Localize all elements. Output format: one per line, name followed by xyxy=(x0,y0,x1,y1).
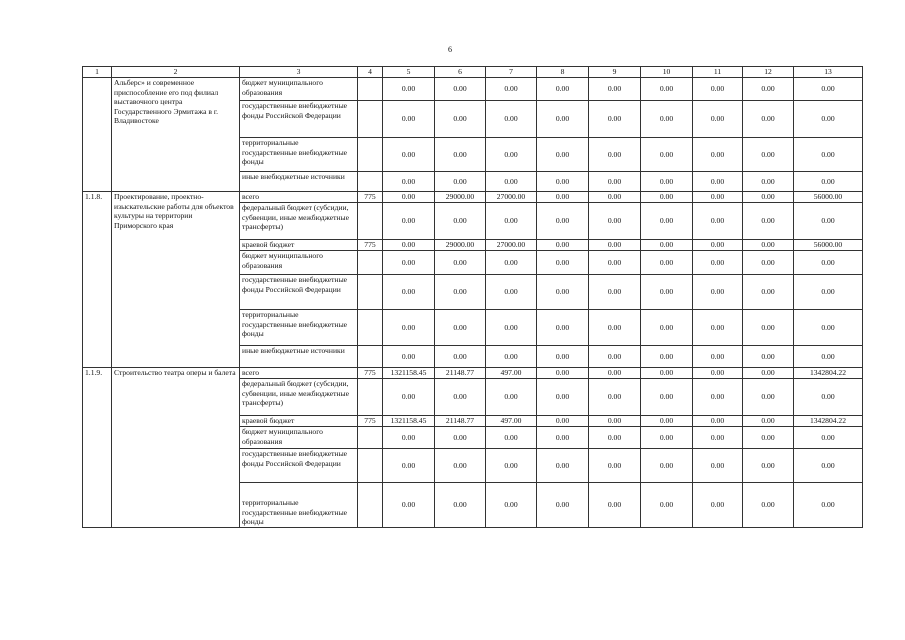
amount-cell: 0.00 xyxy=(383,483,435,528)
amount-cell: 0.00 xyxy=(383,251,435,275)
amount-cell: 0.00 xyxy=(383,203,435,240)
funding-source: государственные внебюджетные фонды Российской Федерации xyxy=(240,101,358,138)
amount-cell: 0.00 xyxy=(486,427,537,449)
amount-cell: 0.00 xyxy=(435,427,486,449)
amount-cell: 0.00 xyxy=(743,138,794,172)
amount-cell: 0.00 xyxy=(383,78,435,101)
amount-cell: 0.00 xyxy=(794,101,863,138)
amount-cell: 0.00 xyxy=(537,275,589,310)
amount-cell: 0.00 xyxy=(435,172,486,192)
amount-cell: 0.00 xyxy=(743,416,794,427)
amount-cell: 0.00 xyxy=(641,416,693,427)
amount-cell: 0.00 xyxy=(794,346,863,368)
amount-cell: 497.00 xyxy=(486,368,537,379)
amount-cell: 0.00 xyxy=(537,203,589,240)
amount-cell: 0.00 xyxy=(743,346,794,368)
funding-source: бюджет муниципального образования xyxy=(240,251,358,275)
budget-code: 775 xyxy=(358,368,383,379)
amount-cell: 0.00 xyxy=(693,138,743,172)
amount-cell: 0.00 xyxy=(537,368,589,379)
amount-cell: 0.00 xyxy=(693,449,743,483)
amount-cell: 0.00 xyxy=(486,379,537,416)
amount-cell: 0.00 xyxy=(589,416,641,427)
amount-cell: 1342804.22 xyxy=(794,368,863,379)
item-name: Альберс» и современное приспособление его под филиал выставочного центра Государственного Эрмитажа в г. Владивостоке xyxy=(112,78,240,192)
amount-cell: 0.00 xyxy=(537,310,589,346)
amount-cell: 0.00 xyxy=(693,240,743,251)
budget-code: 775 xyxy=(358,240,383,251)
amount-cell: 0.00 xyxy=(383,101,435,138)
amount-cell: 0.00 xyxy=(693,346,743,368)
amount-cell: 0.00 xyxy=(743,240,794,251)
amount-cell: 0.00 xyxy=(693,483,743,528)
amount-cell: 0.00 xyxy=(743,192,794,203)
amount-cell: 0.00 xyxy=(589,275,641,310)
header-cell: 4 xyxy=(358,67,383,78)
funding-source: иные внебюджетные источники xyxy=(240,172,358,192)
funding-source: федеральный бюджет (субсидии, субвенции, иные межбюджетные трансферты) xyxy=(240,203,358,240)
amount-cell: 1342804.22 xyxy=(794,416,863,427)
amount-cell: 0.00 xyxy=(743,251,794,275)
amount-cell: 0.00 xyxy=(743,310,794,346)
amount-cell: 0.00 xyxy=(435,101,486,138)
amount-cell: 0.00 xyxy=(435,346,486,368)
amount-cell: 0.00 xyxy=(589,427,641,449)
amount-cell: 0.00 xyxy=(537,172,589,192)
amount-cell: 29000.00 xyxy=(435,192,486,203)
header-cell: 9 xyxy=(589,67,641,78)
amount-cell: 0.00 xyxy=(693,310,743,346)
amount-cell: 0.00 xyxy=(486,449,537,483)
page-number: 6 xyxy=(448,45,452,54)
amount-cell: 0.00 xyxy=(693,368,743,379)
amount-cell: 0.00 xyxy=(435,251,486,275)
amount-cell: 0.00 xyxy=(486,78,537,101)
amount-cell: 0.00 xyxy=(693,78,743,101)
amount-cell: 0.00 xyxy=(641,78,693,101)
table-row xyxy=(83,78,863,101)
amount-cell: 0.00 xyxy=(589,203,641,240)
budget-code xyxy=(358,427,383,449)
budget-code: 775 xyxy=(358,192,383,203)
budget-code xyxy=(358,310,383,346)
header-cell: 3 xyxy=(240,67,358,78)
budget-code xyxy=(358,483,383,528)
funding-source: бюджет муниципального образования xyxy=(240,427,358,449)
amount-cell: 0.00 xyxy=(794,251,863,275)
header-cell: 10 xyxy=(641,67,693,78)
amount-cell: 0.00 xyxy=(641,203,693,240)
amount-cell: 0.00 xyxy=(794,138,863,172)
amount-cell: 0.00 xyxy=(537,101,589,138)
amount-cell: 0.00 xyxy=(743,379,794,416)
amount-cell: 0.00 xyxy=(743,427,794,449)
amount-cell: 0.00 xyxy=(693,172,743,192)
item-code: 1.1.8. xyxy=(83,192,112,368)
amount-cell: 0.00 xyxy=(794,310,863,346)
item-name: Проектирование, проектно-изыскательские работы для объектов культуры на территории Приморского края xyxy=(112,192,240,368)
amount-cell: 0.00 xyxy=(794,449,863,483)
header-cell: 11 xyxy=(693,67,743,78)
amount-cell: 0.00 xyxy=(693,416,743,427)
amount-cell: 0.00 xyxy=(486,172,537,192)
budget-code xyxy=(358,449,383,483)
amount-cell: 0.00 xyxy=(743,172,794,192)
amount-cell: 0.00 xyxy=(589,251,641,275)
table-row xyxy=(83,192,863,203)
header-cell: 1 xyxy=(83,67,112,78)
budget-code xyxy=(358,346,383,368)
amount-cell: 21148.77 xyxy=(435,416,486,427)
amount-cell: 0.00 xyxy=(693,192,743,203)
amount-cell: 0.00 xyxy=(589,449,641,483)
amount-cell: 0.00 xyxy=(743,203,794,240)
amount-cell: 0.00 xyxy=(383,192,435,203)
amount-cell: 21148.77 xyxy=(435,368,486,379)
item-code xyxy=(83,78,112,192)
amount-cell: 0.00 xyxy=(383,379,435,416)
amount-cell: 1321158.45 xyxy=(383,368,435,379)
amount-cell: 0.00 xyxy=(435,138,486,172)
amount-cell: 0.00 xyxy=(693,427,743,449)
amount-cell: 0.00 xyxy=(435,483,486,528)
amount-cell: 0.00 xyxy=(383,346,435,368)
amount-cell: 0.00 xyxy=(537,78,589,101)
amount-cell: 0.00 xyxy=(589,368,641,379)
amount-cell: 0.00 xyxy=(641,346,693,368)
amount-cell: 27000.00 xyxy=(486,192,537,203)
amount-cell: 0.00 xyxy=(743,449,794,483)
amount-cell: 0.00 xyxy=(641,192,693,203)
amount-cell: 0.00 xyxy=(486,101,537,138)
amount-cell: 0.00 xyxy=(537,251,589,275)
amount-cell: 0.00 xyxy=(743,101,794,138)
funding-source: иные внебюджетные источники xyxy=(240,346,358,368)
amount-cell: 27000.00 xyxy=(486,240,537,251)
item-code: 1.1.9. xyxy=(83,368,112,528)
amount-cell: 0.00 xyxy=(537,427,589,449)
amount-cell: 56000.00 xyxy=(794,240,863,251)
amount-cell: 0.00 xyxy=(693,379,743,416)
amount-cell: 0.00 xyxy=(486,346,537,368)
amount-cell: 0.00 xyxy=(641,368,693,379)
header-cell: 7 xyxy=(486,67,537,78)
amount-cell: 0.00 xyxy=(537,483,589,528)
amount-cell: 0.00 xyxy=(743,275,794,310)
amount-cell: 0.00 xyxy=(693,251,743,275)
amount-cell: 0.00 xyxy=(794,275,863,310)
funding-source: государственные внебюджетные фонды Российской Федерации xyxy=(240,449,358,483)
amount-cell: 0.00 xyxy=(794,172,863,192)
funding-source: краевой бюджет xyxy=(240,416,358,427)
amount-cell: 0.00 xyxy=(537,346,589,368)
amount-cell: 0.00 xyxy=(486,310,537,346)
budget-code xyxy=(358,251,383,275)
amount-cell: 0.00 xyxy=(693,101,743,138)
amount-cell: 0.00 xyxy=(589,379,641,416)
amount-cell: 0.00 xyxy=(641,449,693,483)
amount-cell: 0.00 xyxy=(486,275,537,310)
funding-source: территориальные государственные внебюджетные фонды xyxy=(240,483,358,528)
amount-cell: 0.00 xyxy=(743,483,794,528)
amount-cell: 0.00 xyxy=(641,240,693,251)
funding-source: территориальные государственные внебюджетные фонды xyxy=(240,310,358,346)
budget-table xyxy=(82,66,863,528)
amount-cell: 0.00 xyxy=(486,138,537,172)
funding-source: федеральный бюджет (субсидии, субвенции, иные межбюджетные трансферты) xyxy=(240,379,358,416)
amount-cell: 0.00 xyxy=(641,275,693,310)
amount-cell: 0.00 xyxy=(537,192,589,203)
amount-cell: 0.00 xyxy=(641,483,693,528)
amount-cell: 0.00 xyxy=(589,240,641,251)
budget-code xyxy=(358,275,383,310)
table-row xyxy=(83,368,863,379)
amount-cell: 0.00 xyxy=(537,138,589,172)
funding-source: территориальные государственные внебюджетные фонды xyxy=(240,138,358,172)
amount-cell: 0.00 xyxy=(589,346,641,368)
amount-cell: 0.00 xyxy=(641,310,693,346)
amount-cell: 56000.00 xyxy=(794,192,863,203)
amount-cell: 0.00 xyxy=(794,379,863,416)
amount-cell: 0.00 xyxy=(641,138,693,172)
amount-cell: 0.00 xyxy=(794,78,863,101)
amount-cell: 0.00 xyxy=(537,449,589,483)
amount-cell: 0.00 xyxy=(589,172,641,192)
amount-cell: 0.00 xyxy=(537,240,589,251)
header-row xyxy=(83,67,863,78)
funding-source: всего xyxy=(240,368,358,379)
header-cell: 6 xyxy=(435,67,486,78)
header-cell: 8 xyxy=(537,67,589,78)
amount-cell: 0.00 xyxy=(435,449,486,483)
header-cell: 12 xyxy=(743,67,794,78)
funding-source: краевой бюджет xyxy=(240,240,358,251)
amount-cell: 0.00 xyxy=(641,379,693,416)
amount-cell: 0.00 xyxy=(383,240,435,251)
amount-cell: 0.00 xyxy=(383,427,435,449)
amount-cell: 0.00 xyxy=(486,251,537,275)
budget-code xyxy=(358,172,383,192)
amount-cell: 1321158.45 xyxy=(383,416,435,427)
header-cell: 13 xyxy=(794,67,863,78)
amount-cell: 0.00 xyxy=(435,379,486,416)
amount-cell: 0.00 xyxy=(641,427,693,449)
budget-code xyxy=(358,78,383,101)
amount-cell: 0.00 xyxy=(641,172,693,192)
amount-cell: 0.00 xyxy=(383,449,435,483)
amount-cell: 29000.00 xyxy=(435,240,486,251)
amount-cell: 0.00 xyxy=(794,483,863,528)
amount-cell: 0.00 xyxy=(743,78,794,101)
amount-cell: 0.00 xyxy=(743,368,794,379)
table-body xyxy=(83,67,863,528)
amount-cell: 0.00 xyxy=(537,379,589,416)
budget-code: 775 xyxy=(358,416,383,427)
amount-cell: 0.00 xyxy=(383,310,435,346)
amount-cell: 0.00 xyxy=(589,101,641,138)
amount-cell: 0.00 xyxy=(383,275,435,310)
amount-cell: 0.00 xyxy=(383,138,435,172)
amount-cell: 0.00 xyxy=(589,192,641,203)
header-cell: 2 xyxy=(112,67,240,78)
amount-cell: 0.00 xyxy=(693,275,743,310)
amount-cell: 0.00 xyxy=(641,101,693,138)
funding-source: государственные внебюджетные фонды Российской Федерации xyxy=(240,275,358,310)
funding-source: всего xyxy=(240,192,358,203)
amount-cell: 0.00 xyxy=(435,275,486,310)
amount-cell: 0.00 xyxy=(537,416,589,427)
funding-source: бюджет муниципального образования xyxy=(240,78,358,101)
budget-code xyxy=(358,203,383,240)
budget-code xyxy=(358,379,383,416)
amount-cell: 0.00 xyxy=(693,203,743,240)
amount-cell: 0.00 xyxy=(435,310,486,346)
amount-cell: 0.00 xyxy=(486,483,537,528)
amount-cell: 497.00 xyxy=(486,416,537,427)
item-name: Строительство театра оперы и балета xyxy=(112,368,240,528)
budget-code xyxy=(358,138,383,172)
amount-cell: 0.00 xyxy=(641,251,693,275)
amount-cell: 0.00 xyxy=(486,203,537,240)
amount-cell: 0.00 xyxy=(589,138,641,172)
amount-cell: 0.00 xyxy=(589,483,641,528)
amount-cell: 0.00 xyxy=(589,78,641,101)
amount-cell: 0.00 xyxy=(794,427,863,449)
amount-cell: 0.00 xyxy=(794,203,863,240)
budget-code xyxy=(358,101,383,138)
amount-cell: 0.00 xyxy=(435,78,486,101)
amount-cell: 0.00 xyxy=(589,310,641,346)
amount-cell: 0.00 xyxy=(435,203,486,240)
amount-cell: 0.00 xyxy=(383,172,435,192)
header-cell: 5 xyxy=(383,67,435,78)
